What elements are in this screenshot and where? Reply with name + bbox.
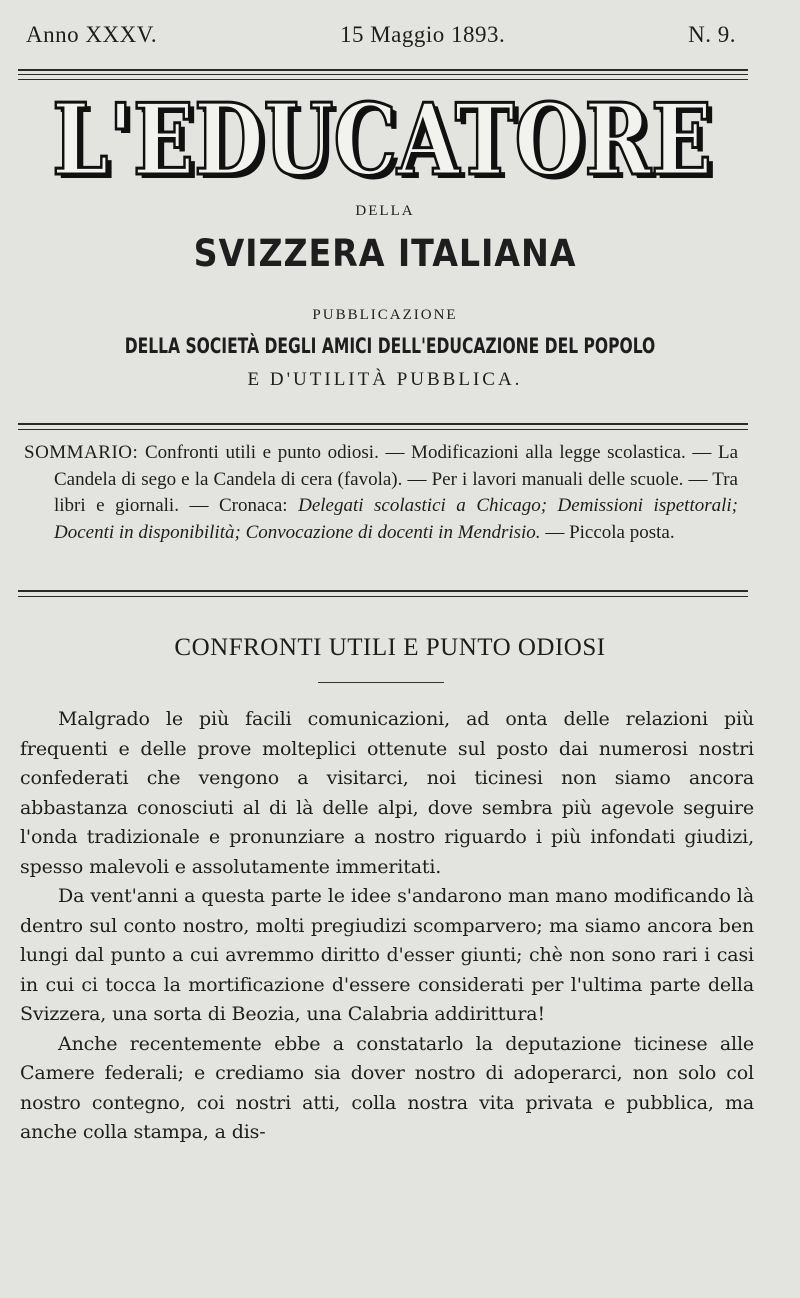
issue-year: Anno XXXV. bbox=[26, 22, 158, 47]
masthead-logo bbox=[40, 92, 730, 188]
masthead bbox=[40, 92, 730, 188]
sommario-rule-bottom-thin bbox=[18, 596, 748, 597]
sommario-rule-bottom bbox=[18, 590, 748, 592]
article-paragraph-1: Malgrado le più facili comunicazioni, ad onta delle relazioni più frequenti e delle prove molteplici ottenute sul posto dai numerosi nostri confederati che vengono a visitarci, noi ticinesi non siamo ancora abbastanza conosciuti al di là delle alpi, dove sembra più agevole seguire l'onda tradizionale e pronunziare a nostro riguardo i più infondati giudizi, spesso malevoli e assolutamente immeritati. bbox=[20, 708, 754, 878]
sommario-text bbox=[24, 440, 738, 546]
masthead-pubblicazione: PUBBLICAZIONE bbox=[312, 307, 458, 323]
sommario-rule-top bbox=[18, 423, 748, 425]
header-rule-top bbox=[18, 69, 748, 71]
masthead-della: DELLA bbox=[355, 203, 415, 219]
sommario-cronaca: Delegati scolastici a Chicago; Demissioni ispettorali; Docenti in disponibilità; Convocazione di docenti in Mendrisio. bbox=[54, 495, 738, 543]
article-title: CONFRONTI UTILI E PUNTO ODIOSI bbox=[174, 634, 606, 661]
sommario-tail: — Piccola posta. bbox=[545, 521, 675, 543]
article-title-rule bbox=[318, 682, 444, 683]
header-rule-top-thin-2 bbox=[18, 79, 748, 80]
issue-header bbox=[26, 22, 736, 48]
sommario-rule-top-thin bbox=[18, 429, 748, 430]
masthead-subtitle: SVIZZERA ITALIANA bbox=[193, 232, 577, 275]
masthead-utilita: E D'UTILITÀ PUBBLICA. bbox=[247, 369, 523, 390]
issue-number: N. 9. bbox=[688, 22, 736, 47]
sommario-items: Confronti utili e punto odiosi. — Modificazioni alla legge scolastica. — La Candela di sego e la Candela di cera (favola). — Per i lavori manuali delle scuole. — Tra libri e giornali. — Cronaca: bbox=[54, 442, 739, 516]
article-paragraph-2: Da vent'anni a questa parte le idee s'andarono man mano modificando là dentro sul conto nostro, molti pregiudizi scomparvero; ma siamo ancora ben lungi dal punto a cui avremmo diritto d'esser giunti; chè non sono rari i casi in cui ci tocca la mortificazione d'essere considerati per l'ultima parte della Svizzera, una sorta di Beozia, una Calabria addirittura! bbox=[20, 885, 754, 1025]
header-rule-top-thin bbox=[18, 74, 748, 75]
article-body bbox=[20, 705, 754, 1148]
sommario bbox=[24, 440, 738, 546]
issue-date: 15 Maggio 1893. bbox=[339, 22, 506, 47]
masthead-title-shadow: L'EDUCATORE bbox=[57, 92, 717, 188]
masthead-societa: DELLA SOCIETÀ DEGLI AMICI DELL'EDUCAZIONE DEL POPOLO bbox=[124, 334, 656, 358]
masthead-title: L'EDUCATORE bbox=[52, 92, 712, 188]
sommario-label: SOMMARIO: bbox=[24, 442, 139, 463]
article-paragraph-3: Anche recentemente ebbe a constatarlo la deputazione ticinese alle Camere federali; e crediamo sia dover nostro di adoperarci, non solo col nostro contegno, coi nostri atti, colla nostra vita privata e pubblica, ma anche colla stampa, a dis- bbox=[20, 1032, 754, 1143]
